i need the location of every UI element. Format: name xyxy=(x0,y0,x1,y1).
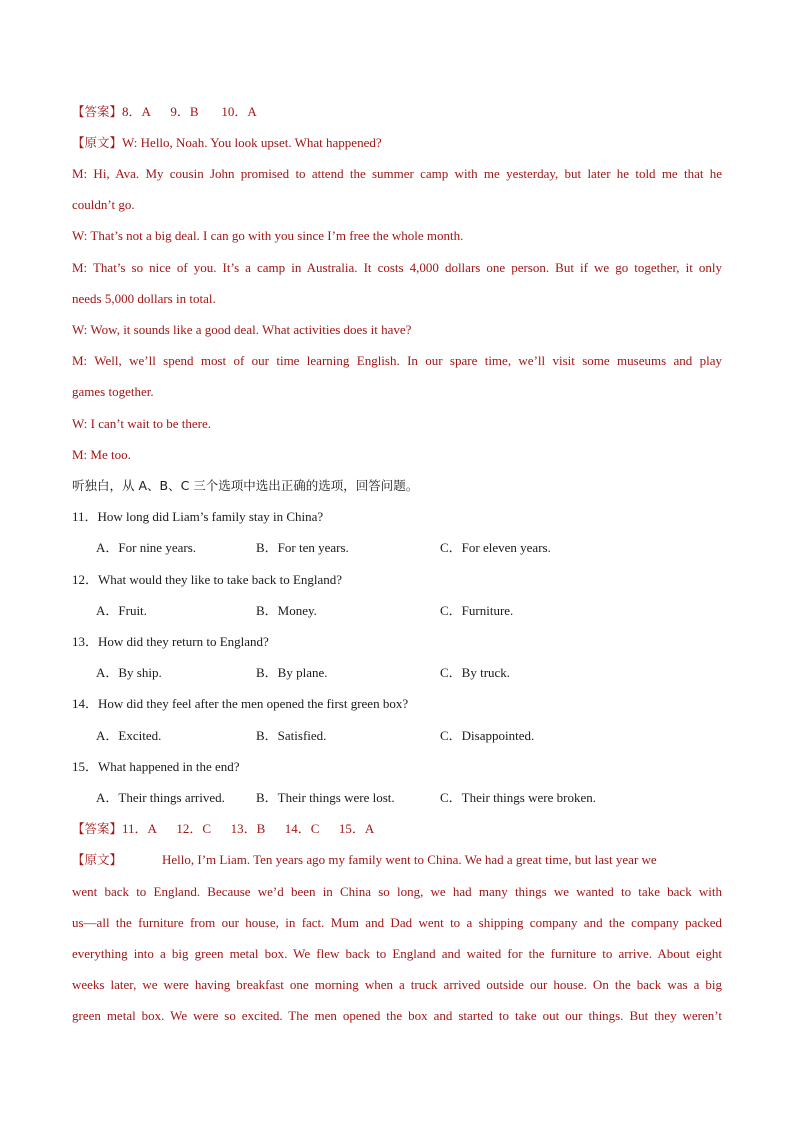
transcript-line: weeks later, we were having breakfast one morning when a truck arrived outside our house. On the back was a big xyxy=(72,977,722,992)
option-c: C．By truck. xyxy=(440,665,511,680)
option-c: C．For eleven years. xyxy=(440,540,551,555)
transcript-text: Hello, I’m Liam. Ten years ago my family went to China. We had a great time, but last year we xyxy=(162,852,657,867)
option-a: A．By ship. xyxy=(96,665,162,680)
transcript-line: W: That’s not a big deal. I can go with you since I’m free the whole month. xyxy=(72,228,464,243)
question-number: 12． xyxy=(72,572,99,587)
option-a: A．For nine years. xyxy=(96,540,197,555)
question-text: How did they return to England? xyxy=(98,634,269,649)
question-text: What happened in the end? xyxy=(98,759,240,774)
transcript-line: M: Me too. xyxy=(72,447,131,462)
transcript-text: W: Hello, Noah. You look upset. What happened? xyxy=(122,135,382,150)
transcript-tag: 【原文】 xyxy=(72,852,123,867)
answer-tag: 【答案】 xyxy=(72,821,123,836)
transcript-line xyxy=(72,134,722,152)
transcript-line: M: That’s so nice of you. It’s a camp in Australia. It costs 4,000 dollars one person. But if we go together, it only xyxy=(72,260,722,275)
answer-tag: 【答案】 xyxy=(72,104,123,119)
question-15 xyxy=(72,758,722,776)
answer-line-2 xyxy=(72,820,722,838)
transcript-line: everything into a big green metal box. We flew back to England and waited for the furniture to arrive. About eight xyxy=(72,946,722,961)
section-instruction: 听独白，从 A、B、C 三个选项中选出正确的选项，回答问题。 xyxy=(72,478,419,493)
transcript-line: needs 5,000 dollars in total. xyxy=(72,291,216,306)
question-text: How did they feel after the men opened the first green box? xyxy=(98,696,409,711)
option-b: B．Their things were lost. xyxy=(256,790,395,805)
option-b: B．For ten years. xyxy=(256,540,349,555)
transcript-tag: 【原文】 xyxy=(72,135,123,150)
transcript-line: W: Wow, it sounds like a good deal. What activities does it have? xyxy=(72,322,412,337)
transcript-line: games together. xyxy=(72,384,154,399)
option-b: B．By plane. xyxy=(256,665,328,680)
question-number: 14． xyxy=(72,696,99,711)
transcript-line: M: Well, we’ll spend most of our time learning English. In our spare time, we’ll visit some museums and play xyxy=(72,353,722,368)
question-text: What would they like to take back to England? xyxy=(98,572,343,587)
option-c: C．Disappointed. xyxy=(440,728,535,743)
option-b: B．Money. xyxy=(256,603,317,618)
transcript-line: went back to England. Because we’d been in China so long, we had many things we wanted to take back with xyxy=(72,884,722,899)
transcript-line: us—all the furniture from our house, in fact. Mum and Dad went to a shipping company and the company packed xyxy=(72,915,722,930)
question-number: 13． xyxy=(72,634,99,649)
option-a: A．Excited. xyxy=(96,728,162,743)
question-number: 15． xyxy=(72,759,99,774)
question-text: How long did Liam’s family stay in China? xyxy=(97,509,324,524)
transcript-line xyxy=(72,851,722,869)
transcript-line: green metal box. We were so excited. The men opened the box and started to take out our things. But they weren’t xyxy=(72,1008,722,1023)
option-a: A．Fruit. xyxy=(96,603,147,618)
option-a: A．Their things arrived. xyxy=(96,790,225,805)
question-13 xyxy=(72,633,722,651)
option-b: B．Satisfied. xyxy=(256,728,327,743)
option-c: C．Their things were broken. xyxy=(440,790,596,805)
question-number: 11． xyxy=(72,509,98,524)
question-14 xyxy=(72,695,722,713)
transcript-line: couldn’t go. xyxy=(72,197,135,212)
option-c: C．Furniture. xyxy=(440,603,514,618)
question-12 xyxy=(72,571,722,589)
transcript-line: M: Hi, Ava. My cousin John promised to attend the summer camp with me yesterday, but later he told me that he xyxy=(72,166,722,181)
answer-values: 8．A 9．B 10．A xyxy=(122,104,257,119)
transcript-line: W: I can’t wait to be there. xyxy=(72,416,211,431)
answer-line-1 xyxy=(72,103,722,121)
answer-values: 11．A 12．C 13．B 14．C 15．A xyxy=(122,821,375,836)
question-11 xyxy=(72,508,722,526)
